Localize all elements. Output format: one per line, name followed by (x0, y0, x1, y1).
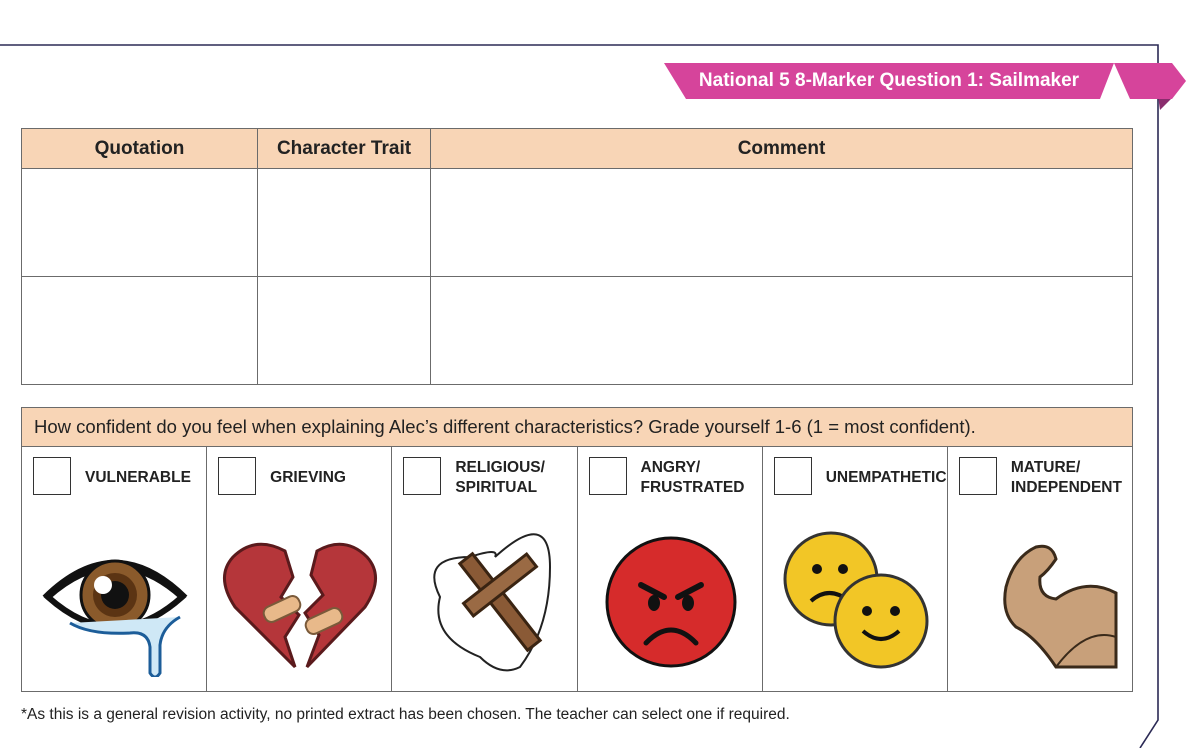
trait-label: VULNERABLE (85, 469, 191, 486)
character-trait-cell[interactable] (258, 277, 431, 385)
footnote: *As this is a general revision activity, no printed extract has been chosen. The teacher can select one if required. (21, 706, 790, 723)
table-header-row (22, 129, 1133, 169)
column-header-character-trait: Character Trait (258, 129, 431, 169)
character-trait-cell[interactable] (258, 169, 431, 277)
grade-box[interactable] (774, 457, 812, 495)
trait-cell-religious-spiritual (392, 447, 577, 691)
grade-box[interactable] (218, 457, 256, 495)
grade-box[interactable] (403, 457, 441, 495)
column-header-comment: Comment (431, 129, 1133, 169)
trait-cell-angry-frustrated (578, 447, 763, 691)
flexed-arm-icon (956, 517, 1126, 677)
confidence-question: How confident do you feel when explaining Alec’s different characteristics? Grade yourself 1-6 (1 = most confident). (22, 408, 1132, 447)
comment-cell[interactable] (431, 277, 1133, 385)
cross-necklace-icon (400, 517, 570, 677)
confidence-section (21, 407, 1133, 692)
sad-and-happy-faces-icon (771, 517, 941, 677)
quotation-cell[interactable] (22, 277, 258, 385)
grade-box[interactable] (33, 457, 71, 495)
trait-cell-grieving (207, 447, 392, 691)
trait-label: UNEMPATHETIC (825, 469, 947, 486)
table-row (22, 169, 1133, 277)
comment-cell[interactable] (431, 169, 1133, 277)
grade-box[interactable] (959, 457, 997, 495)
column-header-quotation: Quotation (22, 129, 258, 169)
trait-label: GRIEVING (270, 469, 346, 486)
trait-cell-mature-independent (948, 447, 1132, 691)
trait-label: RELIGIOUS/ SPIRITUAL (455, 459, 545, 496)
response-table (21, 128, 1133, 385)
quotation-cell[interactable] (22, 169, 258, 277)
trait-label: ANGRY/ FRUSTRATED (640, 459, 745, 496)
page-title: National 5 8-Marker Question 1: Sailmaker (698, 70, 1080, 91)
crying-eye-icon (30, 517, 200, 677)
trait-label: MATURE/ INDEPENDENT (1010, 459, 1122, 496)
trait-cell-unempathetic (763, 447, 948, 691)
trait-cell-vulnerable (22, 447, 207, 691)
table-row (22, 277, 1133, 385)
broken-heart-icon (215, 517, 385, 677)
grade-box[interactable] (589, 457, 627, 495)
angry-face-icon (586, 517, 756, 677)
